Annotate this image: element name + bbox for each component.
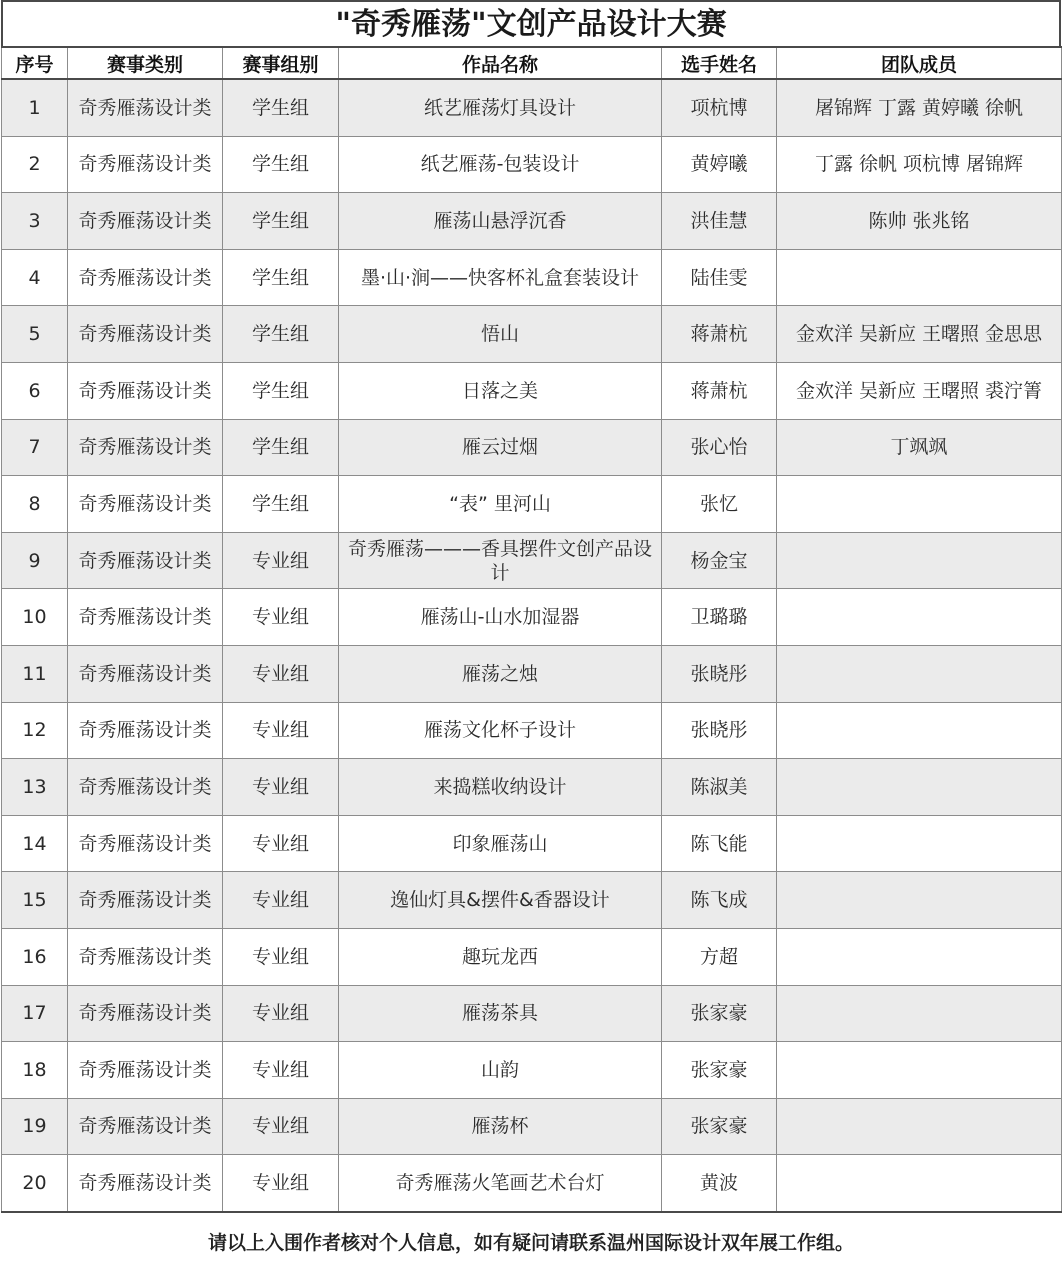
table-row [2,928,1062,985]
cell-number: 12 [2,702,68,759]
cell-number: 17 [2,985,68,1042]
cell-work-title: 奇秀雁荡火笔画艺术台灯 [339,1155,662,1212]
cell-category: 奇秀雁荡设计类 [68,872,223,929]
cell-contestant: 陈淑美 [662,759,777,816]
table-row [2,362,1062,419]
table-row [2,815,1062,872]
table-row [2,645,1062,702]
cell-category: 奇秀雁荡设计类 [68,985,223,1042]
cell-contestant: 张忆 [662,476,777,533]
cell-number: 1 [2,79,68,136]
cell-category: 奇秀雁荡设计类 [68,1042,223,1099]
header-group: 赛事组别 [223,47,339,79]
cell-team-members [777,985,1062,1042]
cell-team-members [777,1155,1062,1212]
cell-group: 专业组 [223,815,339,872]
cell-work-title: 纸艺雁荡-包装设计 [339,136,662,193]
cell-contestant: 项杭博 [662,79,777,136]
table-row [2,589,1062,646]
cell-group: 专业组 [223,532,339,589]
cell-group: 专业组 [223,872,339,929]
cell-category: 奇秀雁荡设计类 [68,79,223,136]
table-row [2,872,1062,929]
cell-group: 学生组 [223,476,339,533]
table-row [2,1042,1062,1099]
cell-team-members: 丁飒飒 [777,419,1062,476]
cell-category: 奇秀雁荡设计类 [68,193,223,250]
cell-group: 专业组 [223,702,339,759]
cell-category: 奇秀雁荡设计类 [68,1098,223,1155]
cell-contestant: 陈飞成 [662,872,777,929]
cell-group: 学生组 [223,306,339,363]
table-row [2,249,1062,306]
cell-category: 奇秀雁荡设计类 [68,476,223,533]
cell-number: 7 [2,419,68,476]
cell-category: 奇秀雁荡设计类 [68,532,223,589]
cell-group: 专业组 [223,759,339,816]
header-team-members: 团队成员 [777,47,1062,79]
cell-contestant: 洪佳慧 [662,193,777,250]
table-row [2,702,1062,759]
cell-work-title: 纸艺雁荡灯具设计 [339,79,662,136]
cell-category: 奇秀雁荡设计类 [68,815,223,872]
cell-work-title: 雁荡山悬浮沉香 [339,193,662,250]
cell-work-title: 雁荡之烛 [339,645,662,702]
cell-number: 3 [2,193,68,250]
cell-group: 专业组 [223,985,339,1042]
cell-contestant: 方超 [662,928,777,985]
cell-work-title: 印象雁荡山 [339,815,662,872]
cell-category: 奇秀雁荡设计类 [68,759,223,816]
cell-team-members: 金欢洋 吴新应 王曙照 裘泞箐 [777,362,1062,419]
header-work-title: 作品名称 [339,47,662,79]
cell-group: 学生组 [223,419,339,476]
cell-number: 8 [2,476,68,533]
cell-team-members [777,249,1062,306]
cell-group: 学生组 [223,193,339,250]
page-title: "奇秀雁荡"文创产品设计大赛 [1,0,1061,46]
cell-work-title: 日落之美 [339,362,662,419]
table-row [2,419,1062,476]
cell-team-members [777,759,1062,816]
cell-group: 学生组 [223,79,339,136]
cell-work-title: 逸仙灯具&摆件&香器设计 [339,872,662,929]
table-header [2,47,1062,79]
cell-contestant: 陆佳雯 [662,249,777,306]
cell-work-title: 雁云过烟 [339,419,662,476]
cell-contestant: 张家豪 [662,1042,777,1099]
cell-number: 6 [2,362,68,419]
cell-work-title: 来捣糕收纳设计 [339,759,662,816]
cell-number: 14 [2,815,68,872]
cell-category: 奇秀雁荡设计类 [68,249,223,306]
cell-number: 15 [2,872,68,929]
cell-category: 奇秀雁荡设计类 [68,928,223,985]
cell-contestant: 陈飞能 [662,815,777,872]
header-row [2,47,1062,79]
table-row [2,193,1062,250]
table-row [2,306,1062,363]
cell-team-members: 屠锦辉 丁露 黄婷曦 徐帆 [777,79,1062,136]
cell-category: 奇秀雁荡设计类 [68,306,223,363]
cell-group: 专业组 [223,1042,339,1099]
cell-category: 奇秀雁荡设计类 [68,702,223,759]
table-row [2,476,1062,533]
cell-team-members: 陈帅 张兆铭 [777,193,1062,250]
cell-group: 学生组 [223,362,339,419]
cell-category: 奇秀雁荡设计类 [68,645,223,702]
cell-number: 18 [2,1042,68,1099]
cell-contestant: 黄波 [662,1155,777,1212]
cell-team-members: 金欢洋 吴新应 王曙照 金思思 [777,306,1062,363]
cell-group: 学生组 [223,249,339,306]
cell-group: 专业组 [223,589,339,646]
table-row [2,1098,1062,1155]
cell-work-title: 雁荡茶具 [339,985,662,1042]
cell-work-title: 雁荡文化杯子设计 [339,702,662,759]
cell-number: 11 [2,645,68,702]
table-row [2,985,1062,1042]
cell-number: 13 [2,759,68,816]
table-row [2,136,1062,193]
cell-team-members [777,532,1062,589]
cell-number: 2 [2,136,68,193]
cell-team-members [777,645,1062,702]
cell-team-members [777,476,1062,533]
header-number: 序号 [2,47,68,79]
cell-team-members: 丁露 徐帆 项杭博 屠锦辉 [777,136,1062,193]
cell-number: 16 [2,928,68,985]
cell-team-members [777,815,1062,872]
footer-notice: 请以上入围作者核对个人信息，如有疑问请联系温州国际设计双年展工作组。 [207,1232,854,1254]
cell-contestant: 蒋萧杭 [662,306,777,363]
cell-team-members [777,702,1062,759]
table-row [2,79,1062,136]
cell-contestant: 张心怡 [662,419,777,476]
cell-team-members [777,589,1062,646]
entries-table [1,46,1062,1213]
cell-work-title: 雁荡杯 [339,1098,662,1155]
cell-contestant: 黄婷曦 [662,136,777,193]
cell-category: 奇秀雁荡设计类 [68,589,223,646]
cell-work-title: 雁荡山-山水加湿器 [339,589,662,646]
cell-team-members [777,928,1062,985]
cell-work-title: “表” 里河山 [339,476,662,533]
header-category: 赛事类别 [68,47,223,79]
cell-number: 19 [2,1098,68,1155]
cell-group: 学生组 [223,136,339,193]
cell-team-members [777,1098,1062,1155]
cell-contestant: 张晓彤 [662,702,777,759]
cell-contestant: 蒋萧杭 [662,362,777,419]
cell-category: 奇秀雁荡设计类 [68,419,223,476]
cell-number: 5 [2,306,68,363]
cell-work-title: 趣玩龙西 [339,928,662,985]
cell-team-members [777,1042,1062,1099]
cell-team-members [777,872,1062,929]
cell-contestant: 张家豪 [662,1098,777,1155]
cell-number: 10 [2,589,68,646]
cell-number: 4 [2,249,68,306]
cell-contestant: 卫璐璐 [662,589,777,646]
cell-work-title: 山韵 [339,1042,662,1099]
cell-group: 专业组 [223,645,339,702]
header-contestant: 选手姓名 [662,47,777,79]
table-row [2,532,1062,589]
cell-group: 专业组 [223,1155,339,1212]
table-row [2,759,1062,816]
cell-work-title: 悟山 [339,306,662,363]
cell-group: 专业组 [223,1098,339,1155]
cell-contestant: 杨金宝 [662,532,777,589]
cell-contestant: 张家豪 [662,985,777,1042]
cell-work-title: 奇秀雁荡———香具摆件文创产品设计 [339,532,662,589]
cell-work-title: 墨·山·涧——快客杯礼盒套装设计 [339,249,662,306]
cell-group: 专业组 [223,928,339,985]
table-body [2,79,1062,1212]
table-row [2,1155,1062,1212]
cell-category: 奇秀雁荡设计类 [68,136,223,193]
cell-category: 奇秀雁荡设计类 [68,362,223,419]
cell-number: 20 [2,1155,68,1212]
cell-category: 奇秀雁荡设计类 [68,1155,223,1212]
cell-contestant: 张晓彤 [662,645,777,702]
cell-number: 9 [2,532,68,589]
